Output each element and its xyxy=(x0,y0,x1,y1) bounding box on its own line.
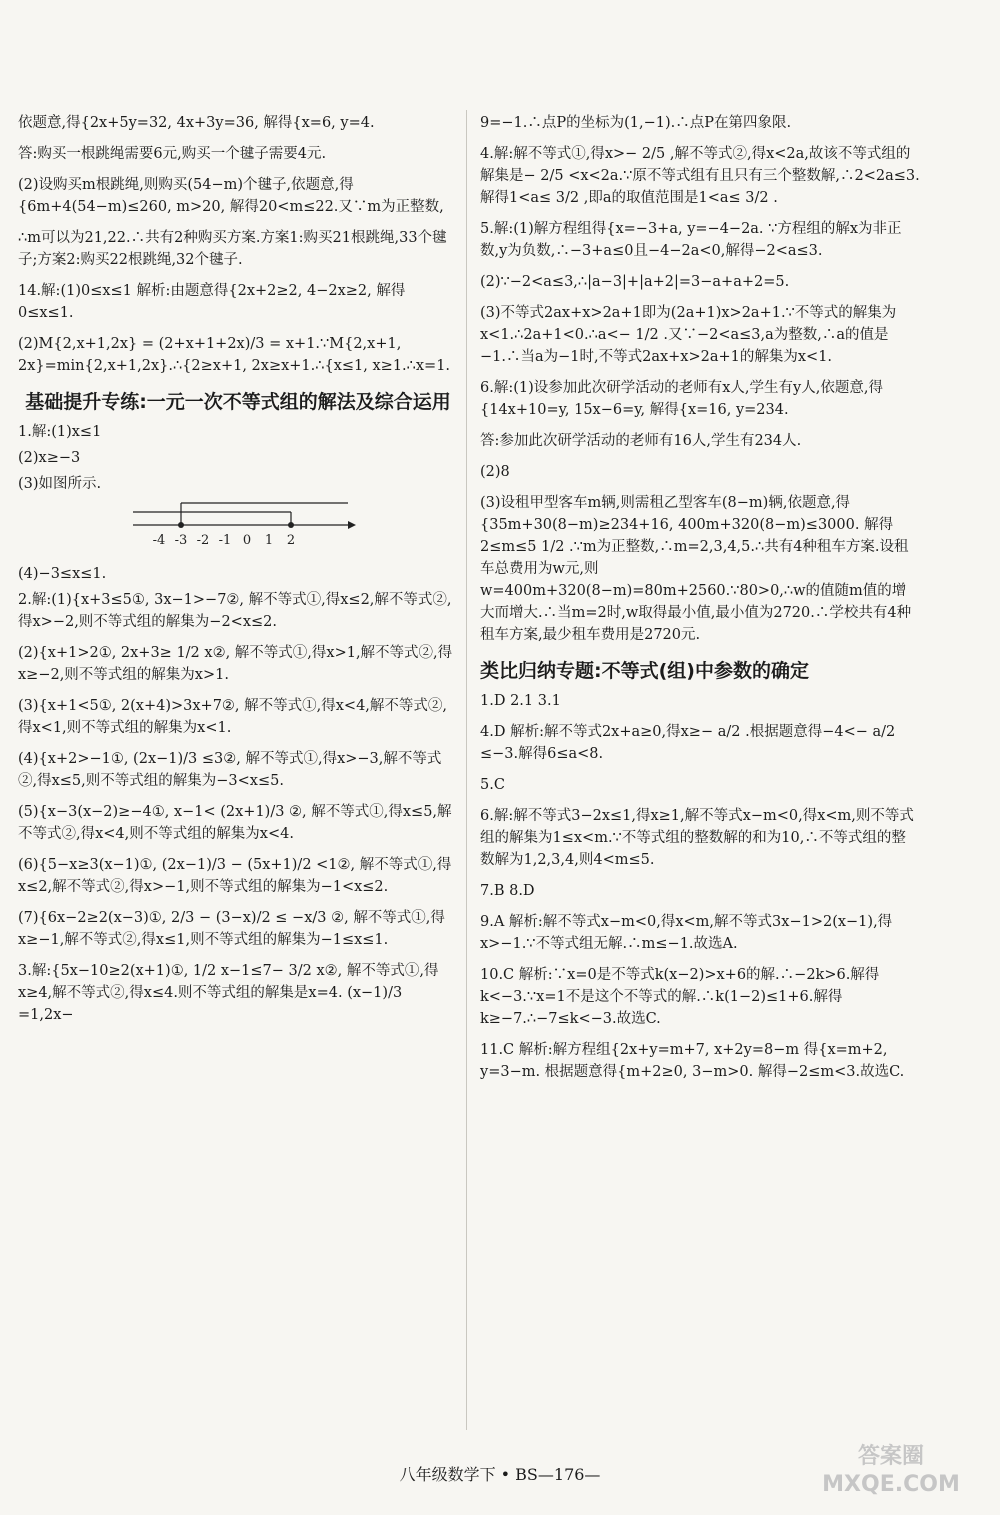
answer-line: (3)设租甲型客车m辆,则需租乙型客车(8−m)辆,依题意,得{35m+30(8−m)≥234+16, 400m+320(8−m)≤3000. 解得2≤m≤5 1/2 .∵m为正整数,∴m=2,3,4,5.∴共有4种租车方案.设租车总费用为w元,则w=400m+320(8−m)=80m+2560.∵80>0,∴w的值随m值的增大而增大.∴当m=2时,w取得最小值,最小值为2720.∴学校共有4种租车方案,最少租车费用是2720元. xyxy=(480,495,912,643)
answer-line: 2.解:(1){x+3≤5①, 3x−1>−7②, 解不等式①,得x≤2,解不等式②,得x>−2,则不等式组的解集为−2<x≤2. xyxy=(18,592,452,630)
answer-line: (6){5−x≥3(x−1)①, (2x−1)/3 − (5x+1)/2 <1②, 解不等式①,得x≤2,解不等式②,得x>−1,则不等式组的解集为−1<x≤2. xyxy=(18,857,452,895)
answer-line: 1.解:(1)x≤1 xyxy=(18,424,102,440)
answer-line: 7.B 8.D xyxy=(480,883,535,899)
answer-line: (4)−3≤x≤1. xyxy=(18,566,107,582)
answer-line: (2)M{2,x+1,2x} = (2+x+1+2x)/3 = x+1.∵M{2,x+1, 2x}=min{2,x+1,2x}.∴{2≥x+1, 2x≥x+1.∴{x≤1, x≥1.∴x=1. xyxy=(18,336,451,374)
number-line-figure xyxy=(128,499,458,555)
number-line-tick: -3 xyxy=(174,533,188,548)
answer-line: (3)如图所示. xyxy=(18,476,102,492)
answer-line: 3.解:{5x−10≥2(x+1)①, 1/2 x−1≤7− 3/2 x②, 解不等式①,得x≥4,解不等式②,得x≤4.则不等式组的解集是x=4. (x−1)/3 =1,2x− xyxy=(18,963,439,1023)
answer-line: 14.解:(1)0≤x≤1 解析:由题意得{2x+2≥2, 4−2x≥2, 解得0≤x≤1. xyxy=(18,283,406,321)
watermark-text: MXQE.COM xyxy=(822,1472,960,1497)
answer-line: 9.A 解析:解不等式x−m<0,得x<m,解不等式3x−1>2(x−1),得x>−1.∵不等式组无解.∴m≤−1.故选A. xyxy=(480,914,893,952)
answer-line: (4){x+2>−1①, (2x−1)/3 ≤3②, 解不等式①,得x>−3,解不等式②,得x≤5,则不等式组的解集为−3<x≤5. xyxy=(18,751,442,789)
answer-line: (3)不等式2ax+x>2a+1即为(2a+1)x>2a+1.∵不等式的解集为x<1.∴2a+1<0.∴a<− 1/2 .又∵−2<a≤3,a为整数,∴a的值是−1.∴当a为−1时,不等式2ax+x>2a+1的解集为x<1. xyxy=(480,305,897,365)
answer-line: 6.解:(1)设参加此次研学活动的老师有x人,学生有y人,依题意,得{14x+10=y, 15x−6=y, 解得{x=16, y=234. xyxy=(480,380,883,418)
answer-line: (2)∵−2<a≤3,∴|a−3|+|a+2|=3−a+a+2=5. xyxy=(480,274,790,290)
section-heading: 基础提升专练:一元一次不等式组的解法及综合运用 xyxy=(25,391,451,413)
answer-line: (2){x+1>2①, 2x+3≥ 1/2 x②, 解不等式①,得x>1,解不等式②,得x≥−2,则不等式组的解集为x>1. xyxy=(18,645,453,683)
answer-line: 5.C xyxy=(480,777,505,793)
number-line-tick: 1 xyxy=(264,533,274,548)
number-line-tick: -2 xyxy=(196,533,210,548)
answer-line: 10.C 解析:∵x=0是不等式k(x−2)>x+6的解.∴−2k>6.解得k<−3.∵x=1不是这个不等式的解.∴k(1−2)≤1+6.解得k≥−7.∴−7≤k<−3.故选C. xyxy=(480,967,880,1027)
answer-line: 5.解:(1)解方程组得{x=−3+a, y=−4−2a. ∵方程组的解x为非正数,y为负数,∴−3+a≤0且−4−2a<0,解得−2<a≤3. xyxy=(480,221,902,259)
answer-line: (7){6x−2≥2(x−3)①, 2/3 − (3−x)/2 ≤ −x/3 ②, 解不等式①,得x≥−1,解不等式②,得x≤1,则不等式组的解集为−1≤x≤1. xyxy=(18,910,445,948)
column-divider xyxy=(466,110,467,1430)
answer-line: 9=−1.∴点P的坐标为(1,−1).∴点P在第四象限. xyxy=(480,115,792,131)
watermark-text: 答案圈 xyxy=(857,1444,925,1469)
number-line-tick: 2 xyxy=(286,533,296,548)
answer-line: (2)x≥−3 xyxy=(18,450,81,466)
right-column xyxy=(480,112,920,1092)
page-footer: 八年级数学下 • BS—176— xyxy=(399,1465,601,1484)
answer-line: (5){x−3(x−2)≥−4①, x−1< (2x+1)/3 ②, 解不等式①,得x≤5,解不等式②,得x<4,则不等式组的解集为x<4. xyxy=(18,804,452,842)
answer-line: 11.C 解析:解方程组{2x+y=m+7, x+2y=8−m 得{x=m+2, y=3−m. 根据题意得{m+2≥0, 3−m>0. 解得−2≤m<3.故选C. xyxy=(480,1042,905,1080)
answer-line: 答:参加此次研学活动的老师有16人,学生有234人. xyxy=(480,433,802,449)
number-line-tick: 0 xyxy=(242,533,252,548)
answer-line: 1.D 2.1 3.1 xyxy=(480,693,561,709)
answer-line: 依题意,得{2x+5y=32, 4x+3y=36, 解得{x=6, y=4. xyxy=(18,115,375,131)
left-column xyxy=(18,112,458,1035)
answer-line: 答:购买一根跳绳需要6元,购买一个毽子需要4元. xyxy=(18,146,327,162)
number-line-tick: -1 xyxy=(218,533,232,548)
section-heading: 类比归纳专题:不等式(组)中参数的确定 xyxy=(480,660,809,682)
answer-line: ∴m可以为21,22.∴共有2种购买方案.方案1:购买21根跳绳,33个毽子;方案2:购买22根跳绳,32个毽子. xyxy=(18,230,447,268)
answer-line: 4.D 解析:解不等式2x+a≥0,得x≥− a/2 .根据题意得−4<− a/2 ≤−3.解得6≤a<8. xyxy=(480,724,896,762)
answer-line: 4.解:解不等式①,得x>− 2/5 ,解不等式②,得x<2a,故该不等式组的解集是− 2/5 <x<2a.∵原不等式组有且只有三个整数解,∴2<2a≤3.解得1<a≤ 3/2 ,即a的取值范围是1<a≤ 3/2 . xyxy=(480,146,920,206)
watermark-logo xyxy=(806,1431,976,1501)
answer-line: (2)8 xyxy=(480,464,510,480)
answer-line: 6.解:解不等式3−2x≤1,得x≥1,解不等式x−m<0,得x<m,则不等式组的解集为1≤x<m.∵不等式组的整数解的和为10,∴不等式组的整数解为1,2,3,4,则4<m≤5. xyxy=(480,808,914,868)
answer-line: (2)设购买m根跳绳,则购买(54−m)个毽子,依题意,得{6m+4(54−m)≤260, m>20, 解得20<m≤22.又∵m为正整数, xyxy=(18,177,444,215)
answer-line: (3){x+1<5①, 2(x+4)>3x+7②, 解不等式①,得x<4,解不等式②,得x<1,则不等式组的解集为x<1. xyxy=(18,698,448,736)
number-line-tick: -4 xyxy=(152,533,166,548)
